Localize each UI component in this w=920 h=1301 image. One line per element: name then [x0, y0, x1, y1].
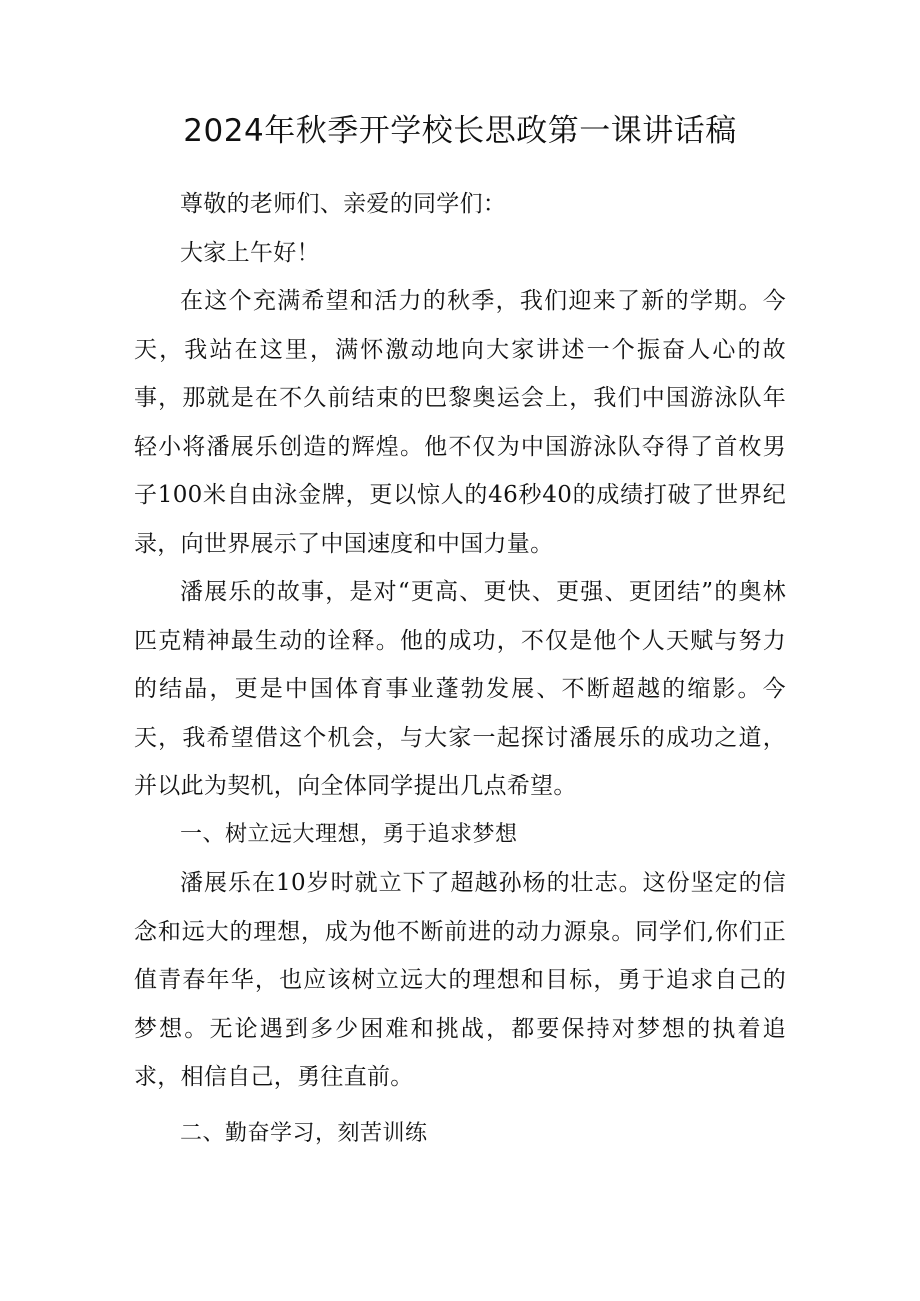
section-heading-2: 二、勤奋学习，刻苦训练 [180, 1120, 428, 1146]
section-1-paragraph: 潘展乐在10岁时就立下了超越孙杨的壮志。这份坚定的信念和远大的理想，成为他不断前进的动力源泉。同学们,你们正值青春年华，也应该树立远大的理想和目标，勇于追求自己的梦想。无论遇到多少困难和挑战，都要保持对梦想的执着追求，相信自己，勇往直前。 [134, 870, 786, 1090]
paragraph-olympic-spirit: 潘展乐的故事，是对“更高、更快、更强、更团结”的奥林匹克精神最生动的诠释。他的成功，不仅是他个人天赋与努力的结晶，更是中国体育事业蓬勃发展、不断超越的缩影。今天，我希望借这个机会，与大家一起探讨潘展乐的成功之道，并以此为契机，向全体同学提出几点希望。 [134, 579, 786, 799]
paragraph-intro: 在这个充满希望和活力的秋季，我们迎来了新的学期。今天，我站在这里，满怀激动地向大家讲述一个振奋人心的故事，那就是在不久前结束的巴黎奥运会上，我们中国游泳队年轻小将潘展乐创造的辉煌。他不仅为中国游泳队夺得了首枚男子100米自由泳金牌，更以惊人的46秒40的成绩打破了世界纪录，向世界展示了中国速度和中国力量。 [134, 288, 786, 557]
document-title: 2024年秋季开学校长思政第一课讲话稿 [183, 113, 737, 149]
salutation: 尊敬的老师们、亲爱的同学们： [180, 191, 507, 217]
document-body [134, 180, 786, 1158]
section-heading-1: 一、树立远大理想，勇于追求梦想 [180, 821, 518, 847]
greeting: 大家上午好！ [180, 239, 320, 266]
